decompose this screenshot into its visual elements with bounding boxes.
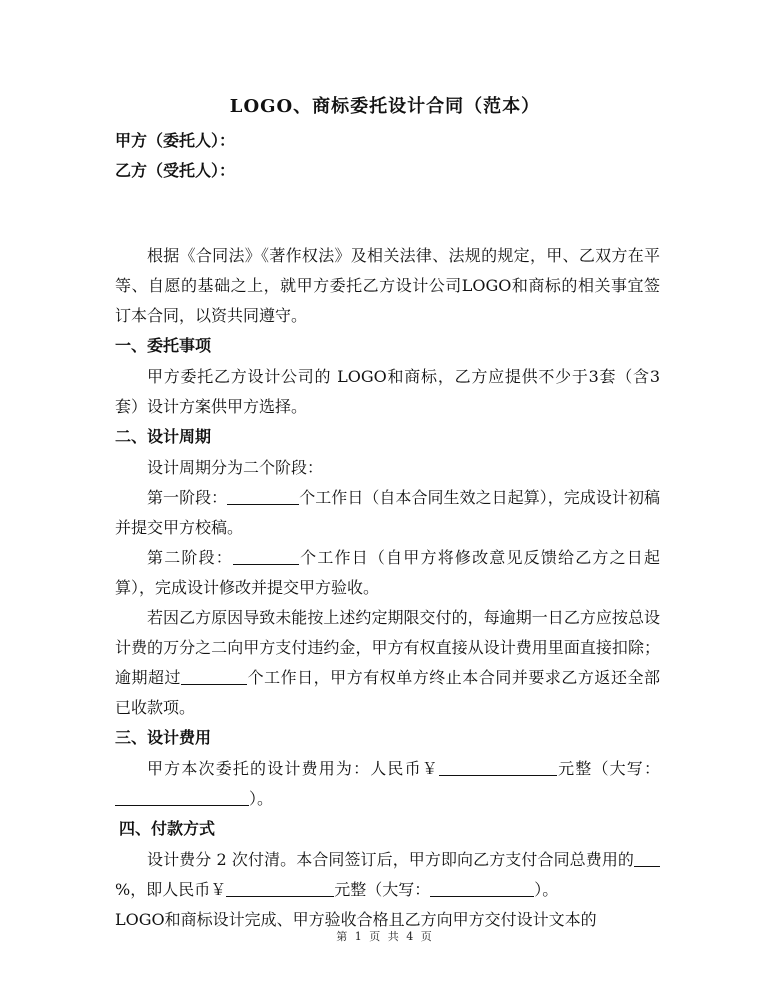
payment-last-line: LOGO和商标设计完成、甲方验收合格且乙方向甲方交付设计文本的 bbox=[115, 910, 597, 929]
penalty-prefix: 若因乙方原因导致未能按上述约定期限交付的，每逾期一日乙方应按总设计费的万分之二向甲方支付违约金，甲方有权直接从设计费用里面直接扣除；逾期超过 bbox=[115, 608, 660, 687]
phase-1-paragraph bbox=[115, 483, 660, 543]
payment-suffix: ）。 bbox=[534, 880, 559, 899]
page-footer: 第 1 页 共 4 页 bbox=[336, 930, 434, 943]
payment-mid: 元整（大写： bbox=[334, 880, 431, 899]
fee-amount-blank bbox=[439, 759, 557, 776]
fee-mid: 元整（大写： bbox=[556, 759, 660, 778]
payment-amount-blank bbox=[226, 880, 334, 897]
section-heading-3: 三、设计费用 bbox=[115, 728, 212, 747]
penalty-paragraph bbox=[115, 603, 660, 723]
blank-line bbox=[115, 186, 660, 216]
phase-1-prefix: 第一阶段： bbox=[147, 488, 228, 507]
blank-line-2 bbox=[115, 216, 660, 241]
intro-paragraph: 根据《合同法》《著作权法》及相关法律、法规的规定，甲、乙双方在平等、自愿的基础之上，就甲方委托乙方设计公司LOGO和商标的相关事宜签订本合同，以资共同遵守。 bbox=[115, 246, 660, 325]
penalty-days-blank bbox=[181, 668, 247, 685]
phase-2-prefix: 第二阶段： bbox=[147, 548, 233, 567]
penalty-suffix: 个工作日，甲方有权单方终止本合同并要求乙方返还全部已收款项。 bbox=[115, 668, 660, 717]
party-b-label: 乙方（受托人）： bbox=[115, 161, 236, 180]
section-heading-1: 一、委托事项 bbox=[115, 336, 212, 355]
section-heading-4: 四、付款方式 bbox=[119, 819, 216, 838]
payment-percent-blank bbox=[634, 850, 660, 867]
fee-uppercase-blank bbox=[115, 789, 249, 806]
section-heading-2: 二、设计周期 bbox=[115, 427, 212, 446]
phase-2-suffix: 个工作日（自甲方将修改意见反馈给乙方之日起算），完成设计修改并提交甲方验收。 bbox=[115, 548, 660, 597]
payment-percent-label: %，即人民币￥ bbox=[115, 880, 227, 899]
phase-2-paragraph bbox=[115, 543, 660, 603]
payment-prefix: 设计费分 2 次付清。本合同签订后，甲方即向乙方支付合同总费用的 bbox=[147, 850, 634, 869]
document-title: LOGO、商标委托设计合同（范本） bbox=[229, 96, 541, 117]
fee-suffix: ）。 bbox=[249, 789, 274, 808]
phase-2-days-blank bbox=[233, 548, 299, 565]
fee-paragraph bbox=[115, 754, 660, 814]
phase-1-days-blank bbox=[227, 488, 299, 505]
document-body bbox=[115, 126, 660, 935]
payment-uppercase-blank bbox=[430, 880, 534, 897]
party-a-label: 甲方（委托人）： bbox=[115, 131, 236, 150]
section-1-text: 甲方委托乙方设计公司的 LOGO和商标，乙方应提供不少于3套（含3套）设计方案供甲方选择。 bbox=[115, 367, 660, 416]
phase-1-suffix: 个工作日（自本合同生效之日起算），完成设计初稿并提交甲方校稿。 bbox=[115, 488, 660, 537]
section-2-line1: 设计周期分为二个阶段： bbox=[147, 458, 324, 477]
fee-prefix: 甲方本次委托的设计费用为：人民币￥ bbox=[147, 759, 439, 778]
payment-paragraph bbox=[115, 845, 660, 905]
